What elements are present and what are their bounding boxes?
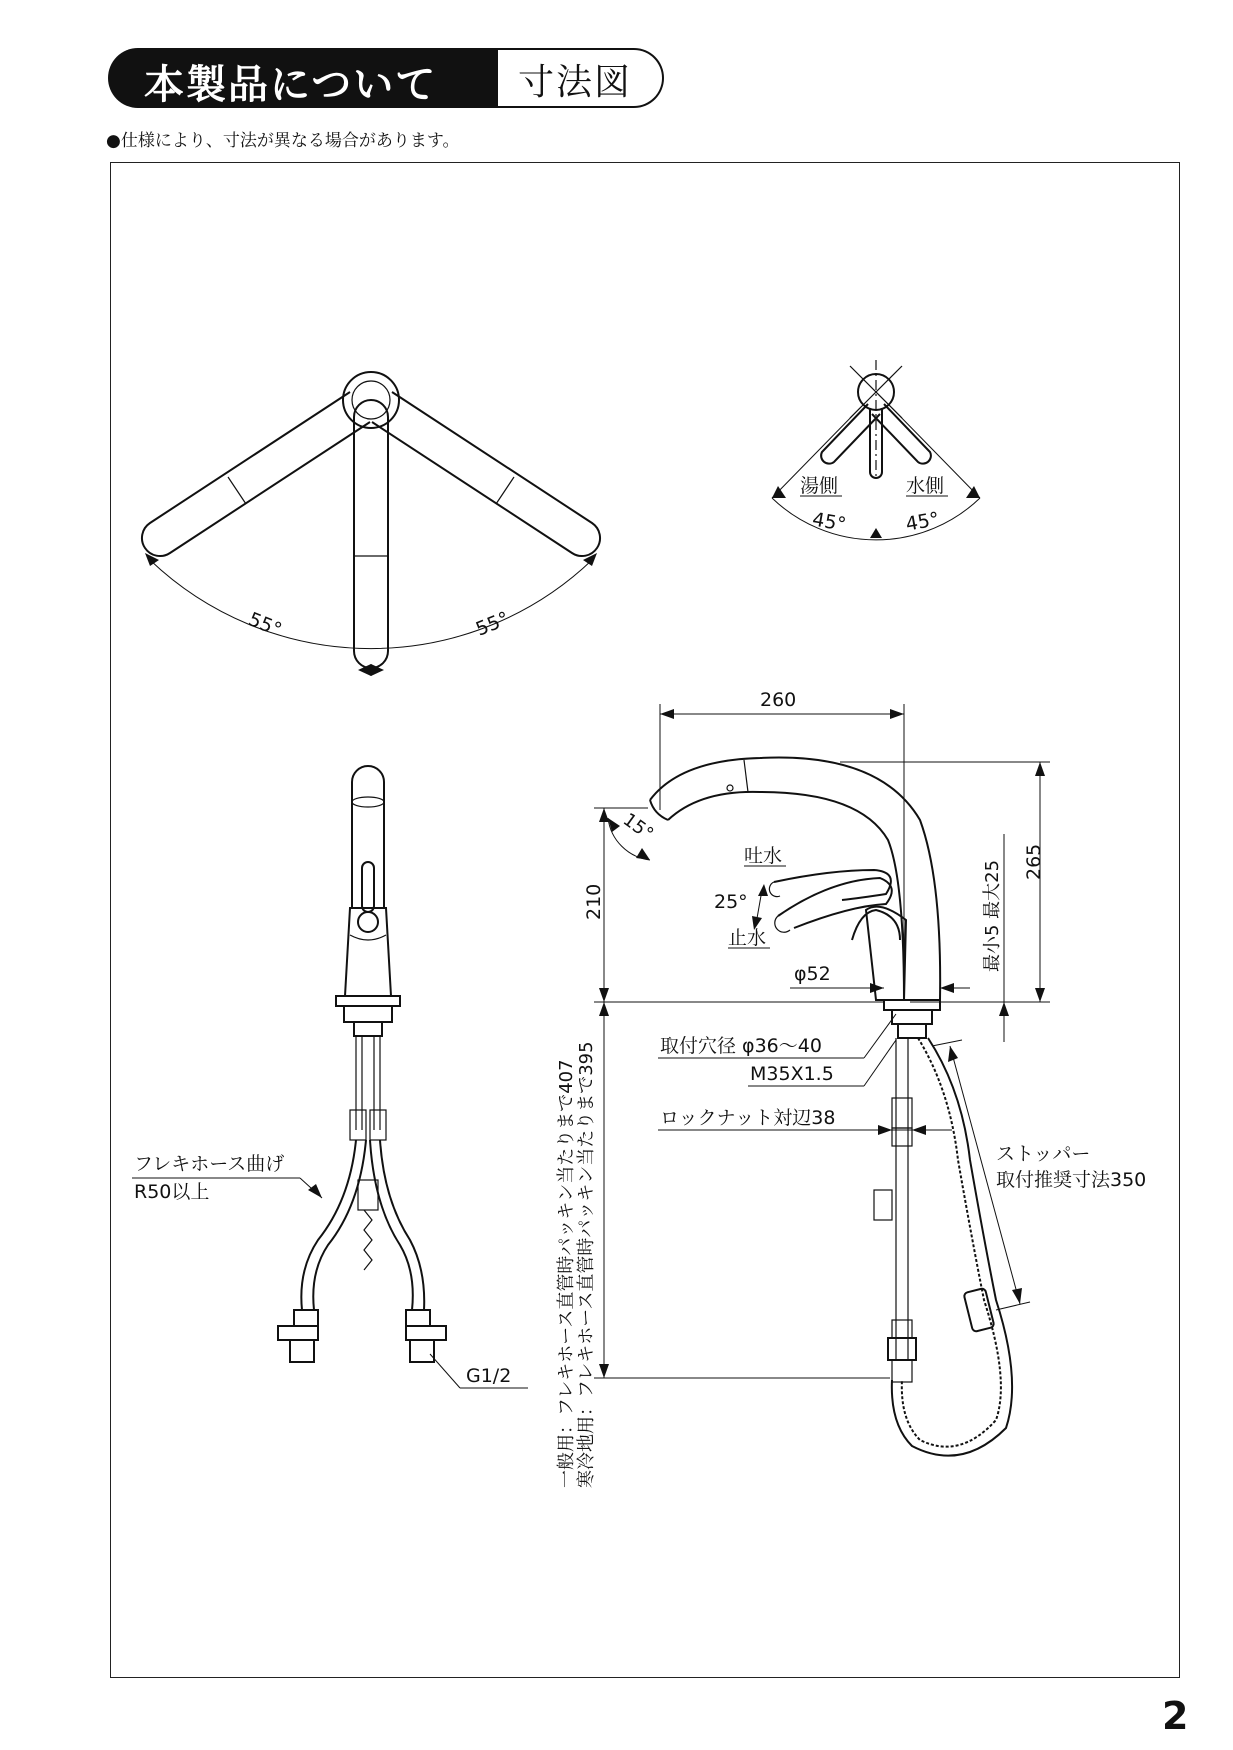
- header-subtitle: 寸法図: [518, 62, 633, 103]
- top-angle-right: 55°: [472, 607, 513, 641]
- lever-angle-hot: 45°: [810, 508, 848, 536]
- hose-length-cold: 寒冷地用：フレキホース直管時パッキン当たりまで395: [576, 1041, 597, 1488]
- top-angle-left: 55°: [245, 608, 285, 642]
- page-number: 2: [1162, 1694, 1189, 1738]
- lever-angle-cold: 45°: [903, 508, 941, 536]
- dim-spout-angle: 15°: [618, 809, 658, 845]
- lever-close-label: 止水: [728, 927, 767, 949]
- hose-bend-label: フレキホース曲げ: [134, 1153, 285, 1175]
- base-diameter-label: φ52: [794, 963, 831, 985]
- stopper-label-2: 取付推奨寸法350: [996, 1169, 1147, 1191]
- lock-nut-label: ロックナット対辺38: [660, 1107, 836, 1129]
- stopper-label-1: ストッパー: [996, 1143, 1091, 1165]
- dim-lever-range: 最小5 最大25: [982, 859, 1003, 972]
- thread-label: M35X1.5: [750, 1063, 834, 1085]
- spec-note: ●仕様により、寸法が異なる場合があります。: [106, 131, 460, 151]
- hose-length-general: 一般用：フレキホース直管時パッキン当たりまで407: [556, 1059, 577, 1488]
- thread-g-label: G1/2: [466, 1365, 512, 1387]
- dim-spout-height: 210: [583, 883, 605, 920]
- dim-height: 265: [1023, 843, 1045, 880]
- lever-angle-label: 25°: [714, 891, 748, 913]
- top-view: [142, 372, 600, 676]
- lever-open-label: 吐水: [744, 845, 783, 867]
- side-view: [556, 689, 1146, 1488]
- dim-width: 260: [760, 689, 797, 711]
- front-view: [132, 766, 528, 1388]
- lever-hot-label: 湯側: [800, 475, 839, 497]
- lever-view: [772, 360, 980, 540]
- mount-hole-label: 取付穴径 φ36〜40: [660, 1035, 822, 1057]
- hose-bend-radius: R50以上: [134, 1181, 210, 1203]
- lever-cold-label: 水側: [906, 475, 945, 497]
- header-title: 本製品について: [144, 62, 438, 108]
